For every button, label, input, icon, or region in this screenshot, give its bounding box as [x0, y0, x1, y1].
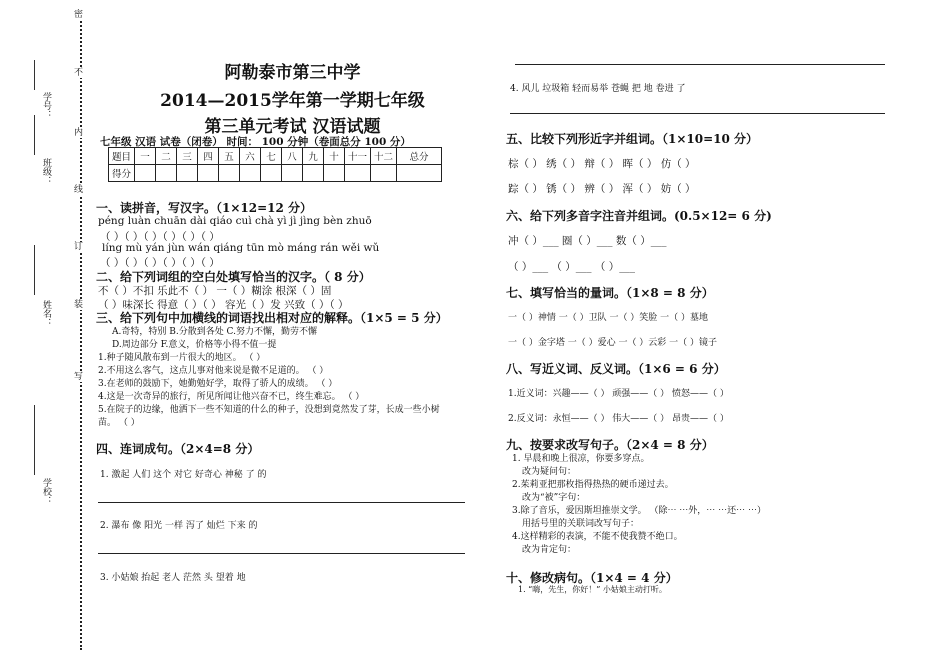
section6-line1[interactable]: 冲（ ）___ 圈（ ）___ 数（ ）___: [508, 235, 667, 247]
section7-line2[interactable]: 一（ ）金字塔 一（ ）爱心 一（ ）云彩 一（ ）镜子: [508, 338, 718, 348]
score-cell: 五: [219, 148, 240, 165]
exam-info: 七年级 汉语 试卷（闭卷） 时间： 100 分钟（卷面总分 100 分）: [100, 136, 411, 148]
score-value-row: [109, 165, 442, 182]
student-id-label: 学号：: [41, 92, 51, 119]
exam-title: 第三单元考试 汉语试题: [204, 117, 381, 137]
answer-line[interactable]: [98, 502, 465, 503]
section1-title: 一、读拼音，写汉字。（1×12=12 分）: [96, 201, 313, 215]
section4-q4: 4. 风儿 垃圾箱 轻而易举 苍蝇 把 地 卷进 了: [510, 84, 686, 94]
score-cell: 四: [198, 148, 219, 165]
section8-line1[interactable]: 1.近义词：兴趣——（ ） 顽强——（ ） 愤怒——（ ）: [508, 389, 729, 399]
section7-line1[interactable]: 一（ ）神情 一（ ）卫队 一（ ）笑脸 一（ ）墓地: [508, 313, 709, 323]
score-input-cell[interactable]: [371, 165, 397, 182]
section1-blanks2[interactable]: （ ）（ ）（ ）（ ）（ ）（ ）: [100, 257, 220, 269]
section9-q1-task[interactable]: 改为疑问句：: [522, 467, 577, 477]
score-input-cell[interactable]: [303, 165, 324, 182]
school-title: 阿勒泰市第三中学: [224, 63, 361, 83]
score-cell: 二: [156, 148, 177, 165]
section6-line2[interactable]: （ ）___ （ ）___ （ ）___: [508, 261, 635, 273]
score-input-cell[interactable]: [282, 165, 303, 182]
score-header-row: [109, 148, 442, 165]
score-input-cell[interactable]: [324, 165, 345, 182]
answer-line[interactable]: [510, 113, 885, 114]
section9-q2-task[interactable]: 改为“被”字句：: [522, 493, 586, 503]
section4-q2: 2. 瀑布 像 阳光 一样 泻了 灿烂 下来 的: [100, 521, 258, 531]
class-label: 班级：: [41, 158, 51, 185]
section4-title: 四、连词成句。（2×4=8 分）: [96, 442, 260, 456]
binding-char: 内: [74, 128, 84, 138]
binding-char: 不: [74, 68, 84, 78]
section2-line1[interactable]: 不（ ）不扣 乐此不（ ） 一（ ）糊涂 根深（ ）固: [98, 285, 332, 297]
section5-line2[interactable]: 踪（ ） 锈（ ） 辨（ ） 浑（ ） 妨（ ）: [508, 183, 696, 195]
section9-q1: 1. 早晨和晚上很凉，你要多穿点。: [512, 454, 650, 464]
section3-q3[interactable]: 3.在老师的鼓励下，她勤勉好学，取得了骄人的成绩。 （ ）: [98, 379, 338, 389]
section1-blanks1[interactable]: （ ）（ ）（ ）（ ）（ ）（ ）: [100, 231, 220, 243]
score-input-cell[interactable]: [219, 165, 240, 182]
score-cell: 总分: [397, 148, 442, 165]
section1-pinyin2: líng mù yán jùn wán qiáng tūn mò máng rán wěi wǔ: [102, 242, 380, 254]
score-input-cell[interactable]: [198, 165, 219, 182]
section9-q2: 2.茱莉亚把那枚指得热热的硬币递过去。: [512, 480, 674, 490]
score-input-cell[interactable]: [261, 165, 282, 182]
binding-char: 线: [74, 185, 84, 195]
binding-char: 密: [74, 10, 84, 20]
binding-char: 订: [74, 242, 84, 252]
answer-line[interactable]: [98, 553, 465, 554]
section9-q3-task[interactable]: 用括号里的关联词改写句子：: [522, 519, 640, 529]
section4-q1: 1. 激起 人们 这个 对它 好奇心 神秘 了 的: [100, 470, 267, 480]
section3-q1[interactable]: 1.种子随风散布到一片很大的地区。 （ ）: [98, 353, 266, 363]
score-cell: 十: [324, 148, 345, 165]
section8-line2[interactable]: 2.反义词：永恒——（ ） 伟大——（ ） 昂贵——（ ）: [508, 414, 729, 424]
section3-options1: A.奇特，特别 B.分散到各处 C.努力不懈，勤劳不懈: [112, 327, 317, 337]
school-line: [34, 405, 35, 475]
binding-dotted-line: [80, 10, 82, 650]
section3-q5a: 5.在院子的边缘，他洒下一些不知道的什么的种子，没想到竟然发了芽，长成一些小树: [98, 405, 440, 415]
name-label: 姓名：: [41, 300, 51, 327]
score-cell: 九: [303, 148, 324, 165]
score-cell: 题目: [109, 148, 135, 165]
section2-line2[interactable]: （ ）味深长 得意（ ）（ ） 容光（ ）发 兴致（ ）（ ）: [98, 299, 349, 311]
school-label: 学校：: [41, 478, 51, 505]
score-input-cell[interactable]: [135, 165, 156, 182]
score-cell: 三: [177, 148, 198, 165]
section7-title: 七、填写恰当的量词。（1×8 = 8 分）: [506, 286, 714, 300]
section9-q3: 3.除了音乐，爱因斯坦推崇文学。 （除⋯ ⋯外，⋯ ⋯还⋯ ⋯）: [512, 506, 767, 516]
section10-title: 十、修改病句。（1×4 = 4 分）: [506, 571, 678, 585]
section6-title: 六、给下列多音字注音并组词。(0.5×12= 6 分): [506, 209, 772, 223]
section5-line1[interactable]: 棕（ ） 绣（ ） 辩（ ） 晖（ ） 仿（ ）: [508, 158, 696, 170]
score-input-cell[interactable]: [156, 165, 177, 182]
score-input-cell[interactable]: [345, 165, 371, 182]
score-label-cell: 得分: [109, 165, 135, 182]
score-input-cell[interactable]: [177, 165, 198, 182]
section3-q4[interactable]: 4.这是一次奇异的旅行，所见所闻让他兴奋不已，终生难忘。 （ ）: [98, 392, 365, 402]
score-cell: 七: [261, 148, 282, 165]
section4-q3: 3. 小姑娘 抬起 老人 茫然 头 望着 地: [100, 573, 246, 583]
score-table: [108, 147, 442, 182]
section3-options2: D.周边部分 F.意义，价格等小得不值一提: [112, 340, 277, 350]
section8-title: 八、写近义词、反义词。（1×6 = 6 分）: [506, 362, 726, 376]
class-line: [34, 115, 35, 155]
section3-title: 三、给下列句中加横线的词语找出相对应的解释。（1×5 = 5 分）: [96, 311, 448, 325]
section9-q4-task[interactable]: 改为肯定句：: [522, 545, 577, 555]
score-cell: 十一: [345, 148, 371, 165]
score-cell: 一: [135, 148, 156, 165]
name-line: [34, 245, 35, 295]
binding-char: 写: [74, 372, 84, 382]
section9-title: 九、按要求改写句子。（2×4 = 8 分）: [506, 438, 714, 452]
section9-q4: 4.这样精彩的表演，不能不使我赞不绝口。: [512, 532, 683, 542]
binding-char: 装: [74, 300, 84, 310]
answer-line[interactable]: [515, 64, 885, 65]
score-input-cell[interactable]: [240, 165, 261, 182]
section1-pinyin1: péng luàn chuān dài qiáo cuì chà yì jì jìng bèn zhuō: [98, 215, 372, 227]
score-cell: 十二: [371, 148, 397, 165]
section2-title: 二、给下列词组的空白处填写恰当的汉字。（ 8 分）: [96, 270, 371, 284]
section3-q5b[interactable]: 苗。 （ ）: [98, 418, 140, 428]
year-title: 2014—2015学年第一学期七年级: [160, 91, 425, 111]
student-id-line: [34, 60, 35, 90]
score-cell: 六: [240, 148, 261, 165]
section3-q2[interactable]: 2.不用这么客气，这点儿事对他来说是微不足道的。 （ ）: [98, 366, 329, 376]
section5-title: 五、比较下列形近字并组词。（1×10=10 分）: [506, 132, 759, 146]
score-input-cell[interactable]: [397, 165, 442, 182]
score-cell: 八: [282, 148, 303, 165]
section10-q1: 1. “嗨，先生，你好！” 小姑娘主动打听。: [518, 585, 667, 594]
